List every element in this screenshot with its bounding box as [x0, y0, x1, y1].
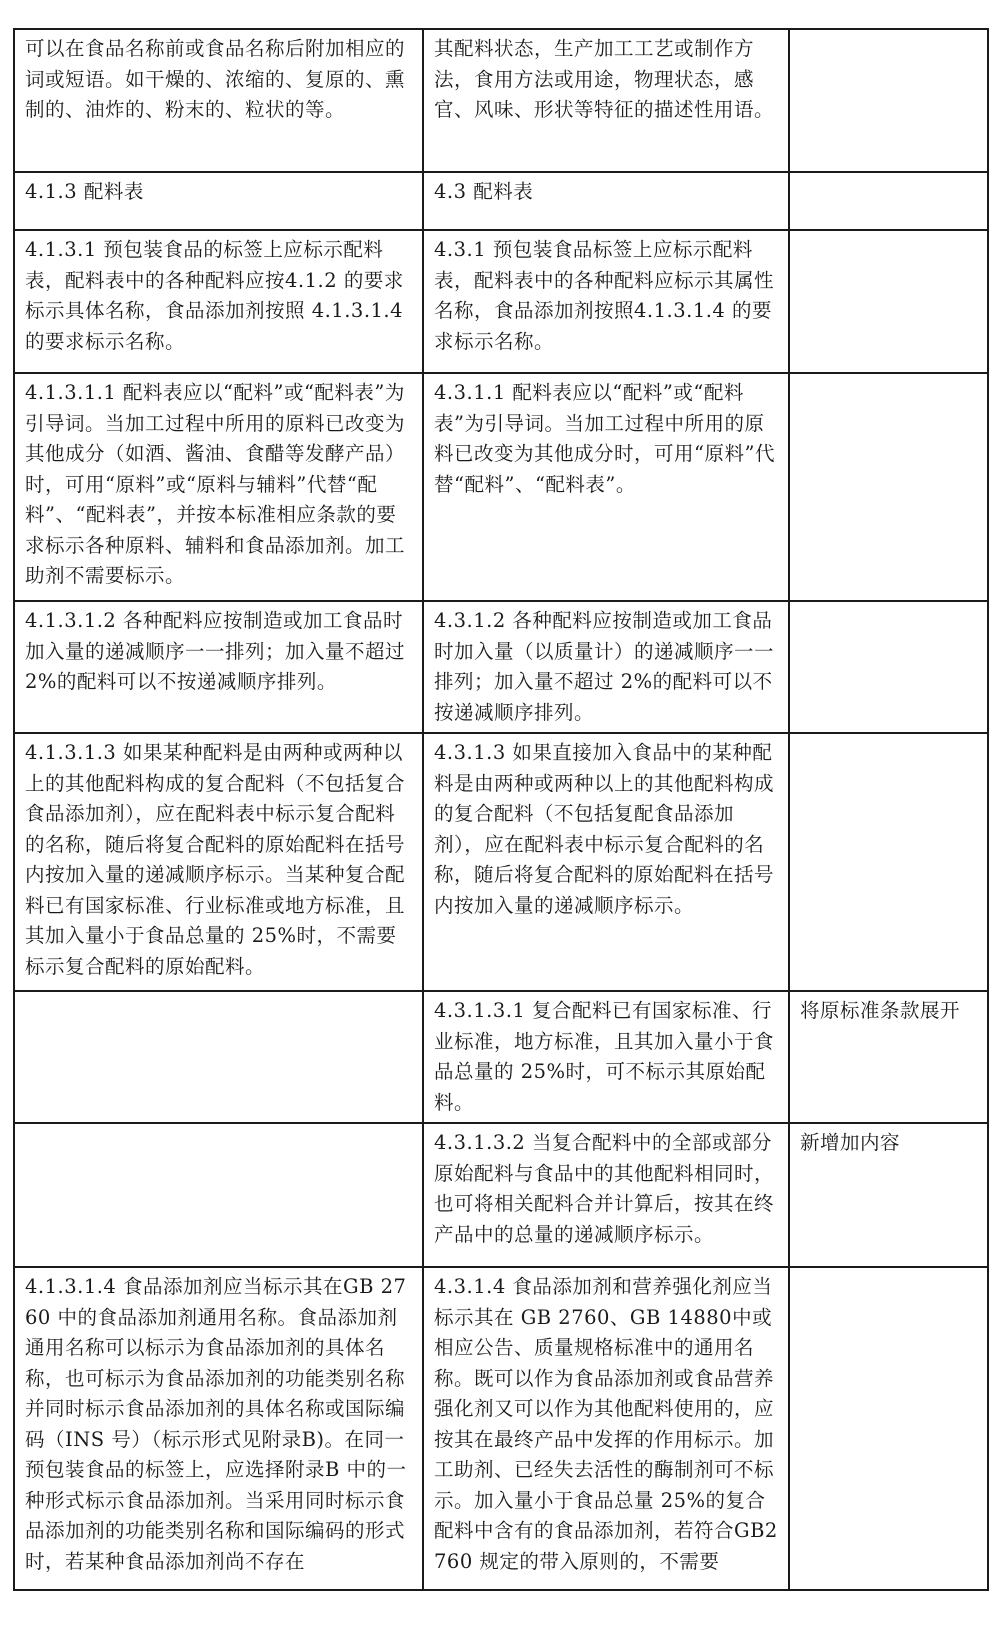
new-standard-cell: 4.3.1.1 配料表应以“配料”或“配料表”为引导词。当加工过程中所用的原料已改变为其他成分时，可用“原料”代替“配料”、“配料表”。 — [423, 373, 789, 601]
table-row — [14, 29, 988, 172]
table-row — [14, 172, 988, 230]
note-cell — [789, 230, 988, 373]
table-row — [14, 1123, 988, 1267]
note-cell — [789, 601, 988, 733]
note-cell — [789, 733, 988, 991]
table-row — [14, 230, 988, 373]
new-standard-cell: 4.3.1 预包装食品标签上应标示配料表，配料表中的各种配料应标示其属性名称，食品添加剂按照4.1.3.1.4 的要求标示名称。 — [423, 230, 789, 373]
note-cell — [789, 373, 988, 601]
new-standard-cell: 4.3.1.3.2 当复合配料中的全部或部分原始配料与食品中的其他配料相同时，也可将相关配料合并计算后，按其在终产品中的总量的递减顺序标示。 — [423, 1123, 789, 1267]
old-standard-cell: 4.1.3.1.2 各种配料应按制造或加工食品时加入量的递减顺序一一排列；加入量不超过 2%的配料可以不按递减顺序排列。 — [14, 601, 423, 733]
old-standard-cell: 4.1.3.1 预包装食品的标签上应标示配料表，配料表中的各种配料应按4.1.2 的要求标示具体名称，食品添加剂按照 4.1.3.1.4 的要求标示名称。 — [14, 230, 423, 373]
new-standard-cell: 4.3.1.3.1 复合配料已有国家标准、行业标准，地方标准，且其加入量小于食品总量的 25%时，可不标示其原始配料。 — [423, 991, 789, 1123]
old-standard-cell: 4.1.3.1.1 配料表应以“配料”或“配料表”为引导词。当加工过程中所用的原料已改变为其他成分（如酒、酱油、食醋等发酵产品）时，可用“原料”或“原料与辅料”代替“配料”、“配料表”，并按本标准相应条款的要求标示各种原料、辅料和食品添加剂。加工助剂不需要标示。 — [14, 373, 423, 601]
old-standard-cell: 4.1.3 配料表 — [14, 172, 423, 230]
new-standard-cell: 其配料状态，生产加工工艺或制作方法，食用方法或用途，物理状态，感官、风味、形状等特征的描述性用语。 — [423, 29, 789, 172]
new-standard-cell: 4.3.1.2 各种配料应按制造或加工食品时加入量（以质量计）的递减顺序一一排列；加入量不超过 2%的配料可以不按递减顺序排列。 — [423, 601, 789, 733]
new-standard-cell: 4.3 配料表 — [423, 172, 789, 230]
note-cell: 将原标准条款展开 — [789, 991, 988, 1123]
old-standard-cell: 4.1.3.1.4 食品添加剂应当标示其在GB 2760 中的食品添加剂通用名称。食品添加剂通用名称可以标示为食品添加剂的具体名称，也可标示为食品添加剂的功能类别名称并同时标示食品添加剂的具体名称或国际编码（INS 号）（标示形式见附录B)。在同一预包装食品的标签上，应选择附录B 中的一种形式标示食品添加剂。当采用同时标示食品添加剂的功能类别名称和国际编码的形式时，若某种食品添加剂尚不存在 — [14, 1267, 423, 1590]
note-cell — [789, 29, 988, 172]
note-cell — [789, 172, 988, 230]
note-cell — [789, 1267, 988, 1590]
table-row — [14, 373, 988, 601]
old-standard-cell: 4.1.3.1.3 如果某种配料是由两种或两种以上的其他配料构成的复合配料（不包括复合食品添加剂），应在配料表中标示复合配料的名称，随后将复合配料的原始配料在括号内按加入量的递减顺序标示。当某种复合配料已有国家标准、行业标准或地方标准，且其加入量小于食品总量的 25%时，不需要标示复合配料的原始配料。 — [14, 733, 423, 991]
standard-comparison-table — [13, 28, 989, 1591]
new-standard-cell: 4.3.1.3 如果直接加入食品中的某种配料是由两种或两种以上的其他配料构成的复合配料（不包括复配食品添加剂），应在配料表中标示复合配料的名称，随后将复合配料的原始配料在括号内按加入量的递减顺序标示。 — [423, 733, 789, 991]
new-standard-cell: 4.3.1.4 食品添加剂和营养强化剂应当标示其在 GB 2760、GB 14880中或相应公告、质量规格标准中的通用名称。既可以作为食品添加剂或食品营养强化剂又可以作为其他配料使用的，应按其在最终产品中发挥的作用标示。加工助剂、已经失去活性的酶制剂可不标示。加入量小于食品总量 25%的复合配料中含有的食品添加剂，若符合GB2760 规定的带入原则的，不需要 — [423, 1267, 789, 1590]
old-standard-cell — [14, 991, 423, 1123]
old-standard-cell: 可以在食品名称前或食品名称后附加相应的词或短语。如干燥的、浓缩的、复原的、熏制的、油炸的、粉末的、粒状的等。 — [14, 29, 423, 172]
note-cell: 新增加内容 — [789, 1123, 988, 1267]
table-row — [14, 733, 988, 991]
table-row — [14, 1267, 988, 1590]
table-row — [14, 601, 988, 733]
old-standard-cell — [14, 1123, 423, 1267]
table-row — [14, 991, 988, 1123]
